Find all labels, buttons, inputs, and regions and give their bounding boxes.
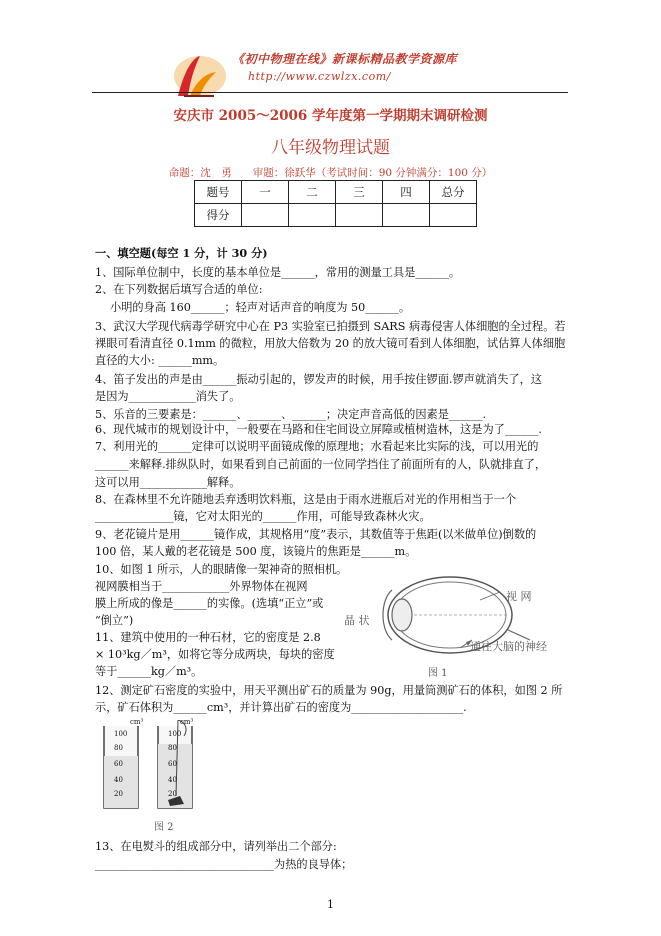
figure2-caption: 图 2 bbox=[154, 822, 174, 833]
question-line: 直径的大小: ______mm。 bbox=[95, 354, 225, 367]
question-line: “倒立”) bbox=[95, 614, 134, 627]
question-line: 6、现代城市的规划设计中，一般要在马路和住宅间设立屏障或植树造林，这是为了______. bbox=[95, 423, 542, 436]
score-cell: 二 bbox=[289, 181, 336, 204]
score-cell: 三 bbox=[336, 181, 383, 204]
question-line: 4、笛子发出的声是由______振动引起的，锣发声的时候，用手按住锣面.锣声就消失了，这 bbox=[95, 373, 542, 386]
question-line: 1、国际单位制中，长度的基本单位是______，常用的测量工具是______。 bbox=[95, 266, 461, 279]
score-input-cell[interactable] bbox=[289, 204, 336, 227]
question-line: ______________镜，它对太阳光的______作用，可能导致森林火灾。 bbox=[95, 510, 431, 523]
question-line: 11、建筑中使用的一种石材，它的密度是 2.8 bbox=[95, 631, 321, 644]
question-line: × 10³kg／m³，如将它等分成两块，每块的密度 bbox=[95, 648, 335, 661]
question-line: 12、测定矿石密度的实验中，用天平测出矿石的质量为 90g，用量筒测矿石的体积，如图 2 所 bbox=[95, 684, 563, 697]
retina-label: 视 网 bbox=[506, 590, 532, 603]
banner-url[interactable]: http://www.czwlzx.com/ bbox=[248, 70, 391, 83]
question-line: ________________________________为热的良导体； bbox=[95, 858, 353, 871]
score-cell: 一 bbox=[242, 181, 289, 204]
score-cell: 题号 bbox=[195, 181, 242, 204]
question-line: 100 倍，某人戴的老花镜是 500 度，该镜片的焦距是______m。 bbox=[95, 545, 417, 558]
question-line: 9、老花镜片是用______镜作成，其规格用“度”表示，其数值等于焦距(以米做单位)倒数的 bbox=[95, 528, 537, 541]
eye-diagram bbox=[340, 570, 580, 680]
question-line: 这可以用____________解释。 bbox=[95, 476, 241, 489]
question-line: 裸眼可看清直径 0.1mm 的微粒，用放大倍数为 20 的放大镜可看到人体细胞，试估算人体细胞 bbox=[95, 337, 566, 350]
question-line: 小明的身高 160______；轻声对话声音的响度为 50______。 bbox=[110, 301, 411, 314]
tick-label: 80 bbox=[114, 744, 123, 752]
question-line: ______来解释.排纵队时，如果看到自己前面的一位同学挡住了前面所有的人，队就排直了， bbox=[95, 458, 547, 471]
unit-label: cm³ bbox=[130, 718, 144, 726]
score-cell: 四 bbox=[383, 181, 430, 204]
score-input-cell[interactable] bbox=[336, 204, 383, 227]
question-line: 8、在森林里不允许随地丢弃透明饮料瓶，这是由于雨水进瓶后对光的作用相当于一个 bbox=[95, 493, 517, 506]
question-line: 是因为____________消失了。 bbox=[95, 390, 241, 403]
tick-label: 60 bbox=[114, 760, 123, 768]
question-line: 膜上所成的像是______的实像。(选填“正立”或 bbox=[95, 597, 324, 610]
tick-label: 60 bbox=[168, 760, 177, 768]
question-line: 2、在下列数据后填写合适的单位: bbox=[95, 283, 263, 296]
banner-title: 《初中物理在线》新课标精品教学资源库 bbox=[232, 52, 458, 66]
section-heading: 一、填空题(每空 1 分，计 30 分) bbox=[95, 246, 268, 260]
question-line: 10、如图 1 所示，人的眼睛像一架神奇的照相机。 bbox=[95, 563, 348, 576]
score-input-cell[interactable] bbox=[242, 204, 289, 227]
score-table-header-row bbox=[195, 181, 477, 204]
lens-shape bbox=[392, 599, 412, 631]
score-input-cell[interactable] bbox=[430, 204, 477, 227]
exam-title: 安庆市 2005～2006 学年度第一学期期末调研检测 bbox=[173, 108, 488, 124]
score-table-score-row bbox=[195, 204, 477, 227]
question-line: 13、在电熨斗的组成部分中，请列举出二个部分: bbox=[95, 840, 337, 853]
tick-label: 80 bbox=[168, 744, 177, 752]
tick-label: 20 bbox=[168, 790, 177, 798]
question-line: 示，矿石体积为______cm³，并计算出矿石的密度为____________________. bbox=[95, 701, 467, 714]
tick-label: 100 bbox=[114, 730, 128, 738]
cylinder-diagram bbox=[96, 718, 206, 833]
exam-subject: 八年级物理试题 bbox=[271, 138, 390, 158]
lens-label: 晶 状 bbox=[344, 614, 370, 627]
exam-credits: 命题：沈 勇 审题：徐跃华（考试时间：90 分钟满分：100 分） bbox=[168, 167, 493, 179]
question-line: 7、利用光的______定律可以说明平面镜成像的原理地；水看起来比实际的浅，可以用光的 bbox=[95, 440, 539, 453]
header-divider bbox=[92, 92, 568, 93]
score-cell: 得分 bbox=[195, 204, 242, 227]
page-number: 1 bbox=[327, 898, 334, 911]
score-table bbox=[194, 180, 477, 227]
tick-label: 40 bbox=[114, 776, 123, 784]
tick-label: 40 bbox=[168, 776, 177, 784]
figure1-caption: 图 1 bbox=[428, 668, 448, 679]
score-input-cell[interactable] bbox=[383, 204, 430, 227]
unit-label: cm³ bbox=[180, 718, 194, 726]
question-line: 视网膜相当于____________外界物体在视网 bbox=[95, 580, 308, 593]
optic-nerve-label: 通往大脑的神经 bbox=[470, 640, 547, 653]
tick-label: 100 bbox=[168, 730, 182, 738]
tick-label: 20 bbox=[114, 790, 123, 798]
question-line: 等于______kg／m³。 bbox=[95, 665, 203, 678]
question-line: 5、乐音的三要素是：______、______、______；决定声音高低的因素是______. bbox=[95, 408, 487, 421]
question-line: 3、武汉大学现代病毒学研究中心在 P3 实验室已拍摄到 SARS 病毒侵害人体细胞的全过程。若 bbox=[95, 320, 566, 333]
score-cell: 总分 bbox=[430, 181, 477, 204]
